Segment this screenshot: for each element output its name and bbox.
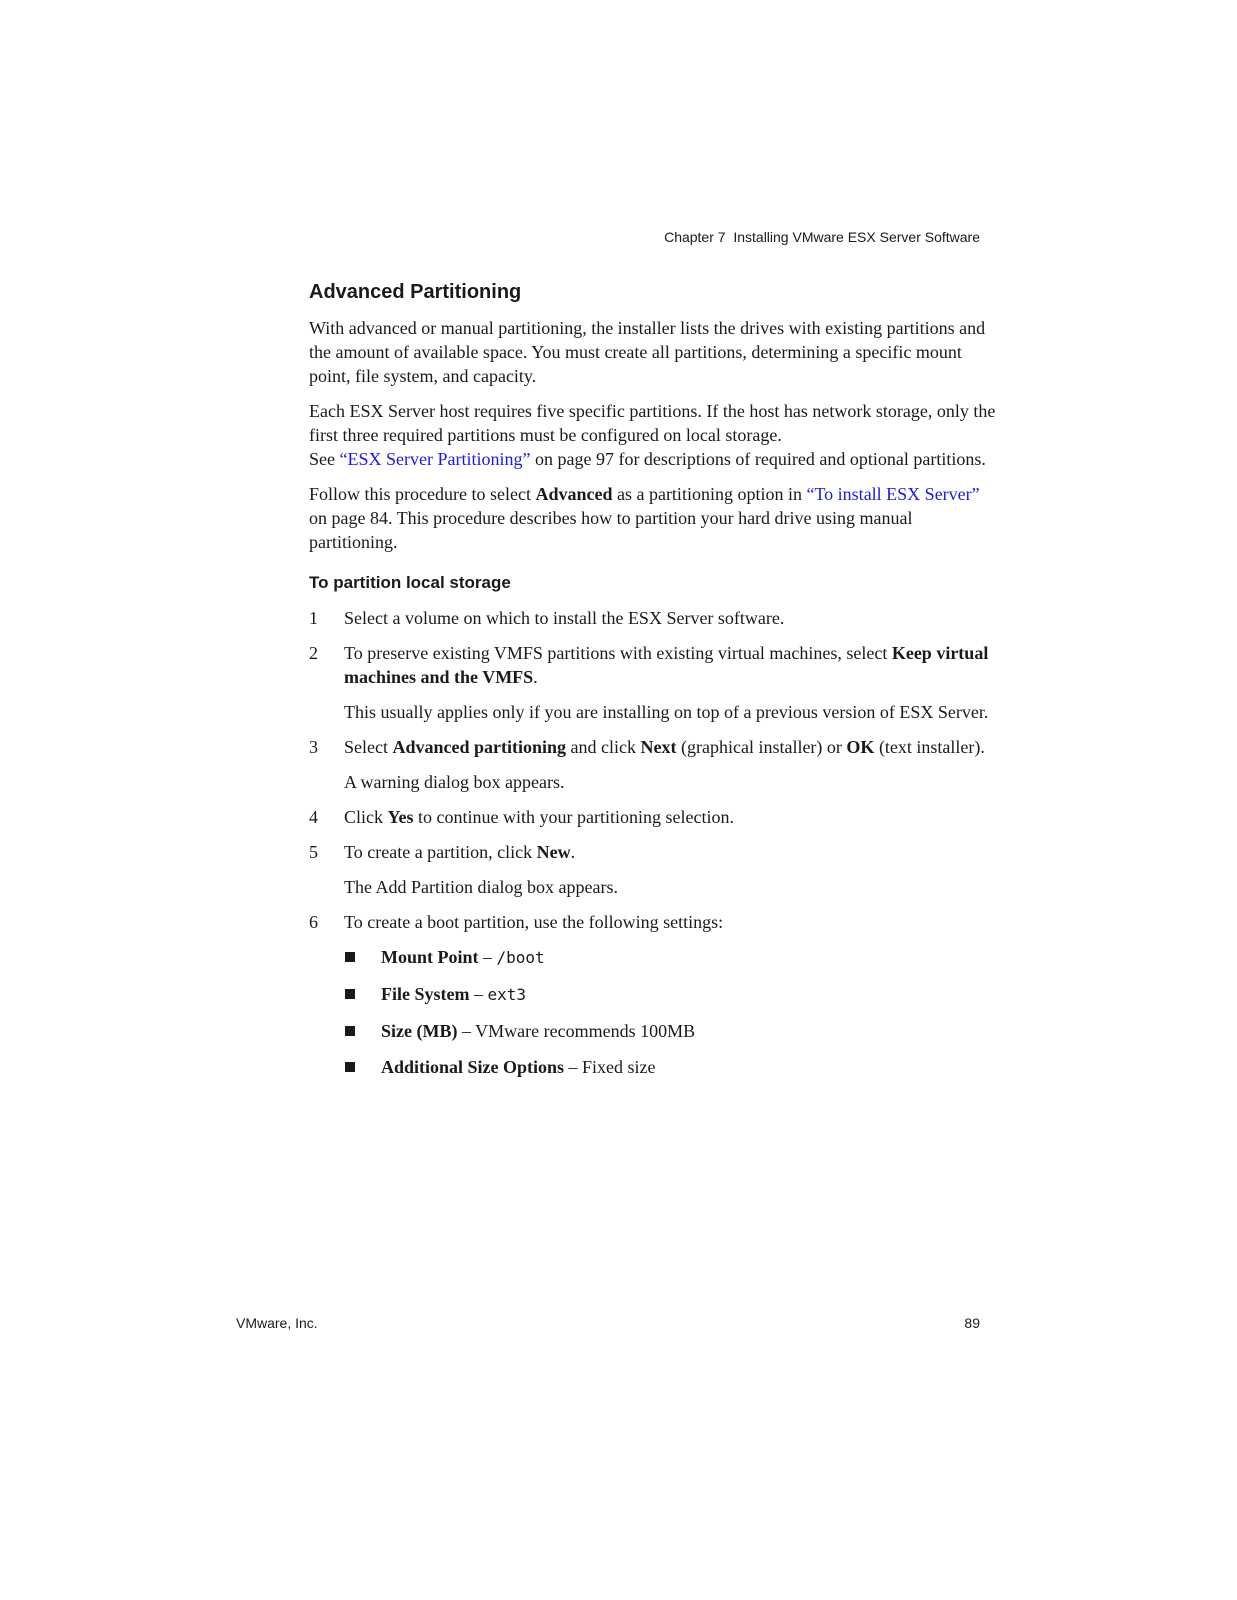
step-text: Click [344, 807, 388, 827]
procedure-intro-text-2: as a partitioning option in [612, 484, 807, 504]
step-text: To create a boot partition, use the following settings: [344, 912, 724, 932]
see-text: See [309, 449, 340, 469]
advanced-partitioning-bold: Advanced partitioning [392, 737, 567, 757]
setting-label: Size (MB) [381, 1021, 458, 1041]
procedure-intro-text-3: on page 84. This procedure describes how to partition your hard drive using manual partitioning. [309, 508, 913, 552]
new-bold: New [536, 842, 571, 862]
setting-separator: – [478, 947, 497, 967]
procedure-intro-text: Follow this procedure to select [309, 484, 536, 504]
intro-paragraph: With advanced or manual partitioning, the installer lists the drives with existing partitions and the amount of available space. You must create all partitions, determining a specific mount point, file system, and capacity. [309, 318, 986, 386]
footer-company: VMware, Inc. [236, 1315, 318, 1331]
step-2 [309, 641, 999, 689]
step-3 [309, 735, 999, 759]
step-text-2: and click [566, 737, 641, 757]
setting-label: File System [381, 984, 470, 1004]
step-number: 5 [309, 842, 318, 862]
step-5-note: The Add Partition dialog box appears. [344, 877, 618, 897]
advanced-bold: Advanced [535, 484, 613, 504]
step-number: 2 [309, 643, 318, 663]
setting-value: VMware recommends 100MB [475, 1021, 696, 1041]
step-6 [309, 910, 999, 934]
setting-label: Additional Size Options [381, 1057, 565, 1077]
partitions-text: Each ESX Server host requires five specific partitions. If the host has network storage, only the first three required partitions must be configured on local storage. [309, 401, 996, 445]
step-2-note: This usually applies only if you are installing on top of a previous version of ESX Server. [344, 702, 989, 722]
section-title: Advanced Partitioning [309, 281, 522, 303]
esx-partitioning-link[interactable]: “ESX Server Partitioning” [339, 449, 531, 469]
step-text: To preserve existing VMFS partitions with existing virtual machines, select [344, 643, 892, 663]
setting-label: Mount Point [381, 947, 479, 967]
setting-size-options [309, 1055, 999, 1079]
step-3-note: A warning dialog box appears. [344, 772, 565, 792]
ok-bold: OK [846, 737, 875, 757]
setting-value: ext3 [487, 985, 527, 1004]
square-bullet-icon [345, 952, 355, 962]
procedure-intro-paragraph [309, 482, 999, 554]
square-bullet-icon [345, 1062, 355, 1072]
setting-separator: – [457, 1021, 476, 1041]
step-1 [309, 606, 999, 630]
step-number: 6 [309, 912, 318, 932]
page-number: 89 [964, 1315, 980, 1331]
step-text: Select a volume on which to install the ESX Server software. [344, 608, 785, 628]
partitions-paragraph [309, 399, 999, 471]
step-text-3: (graphical installer) or [676, 737, 847, 757]
setting-value: Fixed size [582, 1057, 656, 1077]
to-install-esx-link[interactable]: “To install ESX Server” [806, 484, 980, 504]
square-bullet-icon [345, 1026, 355, 1036]
setting-separator: – [469, 984, 488, 1004]
step-text-end: . [533, 667, 538, 687]
step-text-4: (text installer). [874, 737, 985, 757]
setting-file-system [309, 982, 999, 1007]
next-bold: Next [640, 737, 677, 757]
step-text: To create a partition, click [344, 842, 537, 862]
step-5 [309, 840, 999, 864]
yes-bold: Yes [387, 807, 414, 827]
step-text-2: to continue with your partitioning selection. [413, 807, 734, 827]
step-4 [309, 805, 999, 829]
keep-vms-bold: Keep virtual machines and the VMFS [344, 643, 989, 687]
setting-value: /boot [496, 948, 545, 967]
page-content [309, 280, 999, 1091]
step-text: Select [344, 737, 393, 757]
step-text-end: . [570, 842, 576, 862]
running-header: Chapter 7 Installing VMware ESX Server Software [664, 229, 980, 245]
setting-separator: – [564, 1057, 583, 1077]
step-number: 1 [309, 608, 318, 628]
square-bullet-icon [345, 989, 355, 999]
setting-mount-point [309, 945, 999, 970]
setting-size [309, 1019, 999, 1043]
procedure-title: To partition local storage [309, 573, 511, 592]
see-text-tail: on page 97 for descriptions of required and optional partitions. [530, 449, 986, 469]
step-number: 3 [309, 737, 318, 757]
step-number: 4 [309, 807, 318, 827]
